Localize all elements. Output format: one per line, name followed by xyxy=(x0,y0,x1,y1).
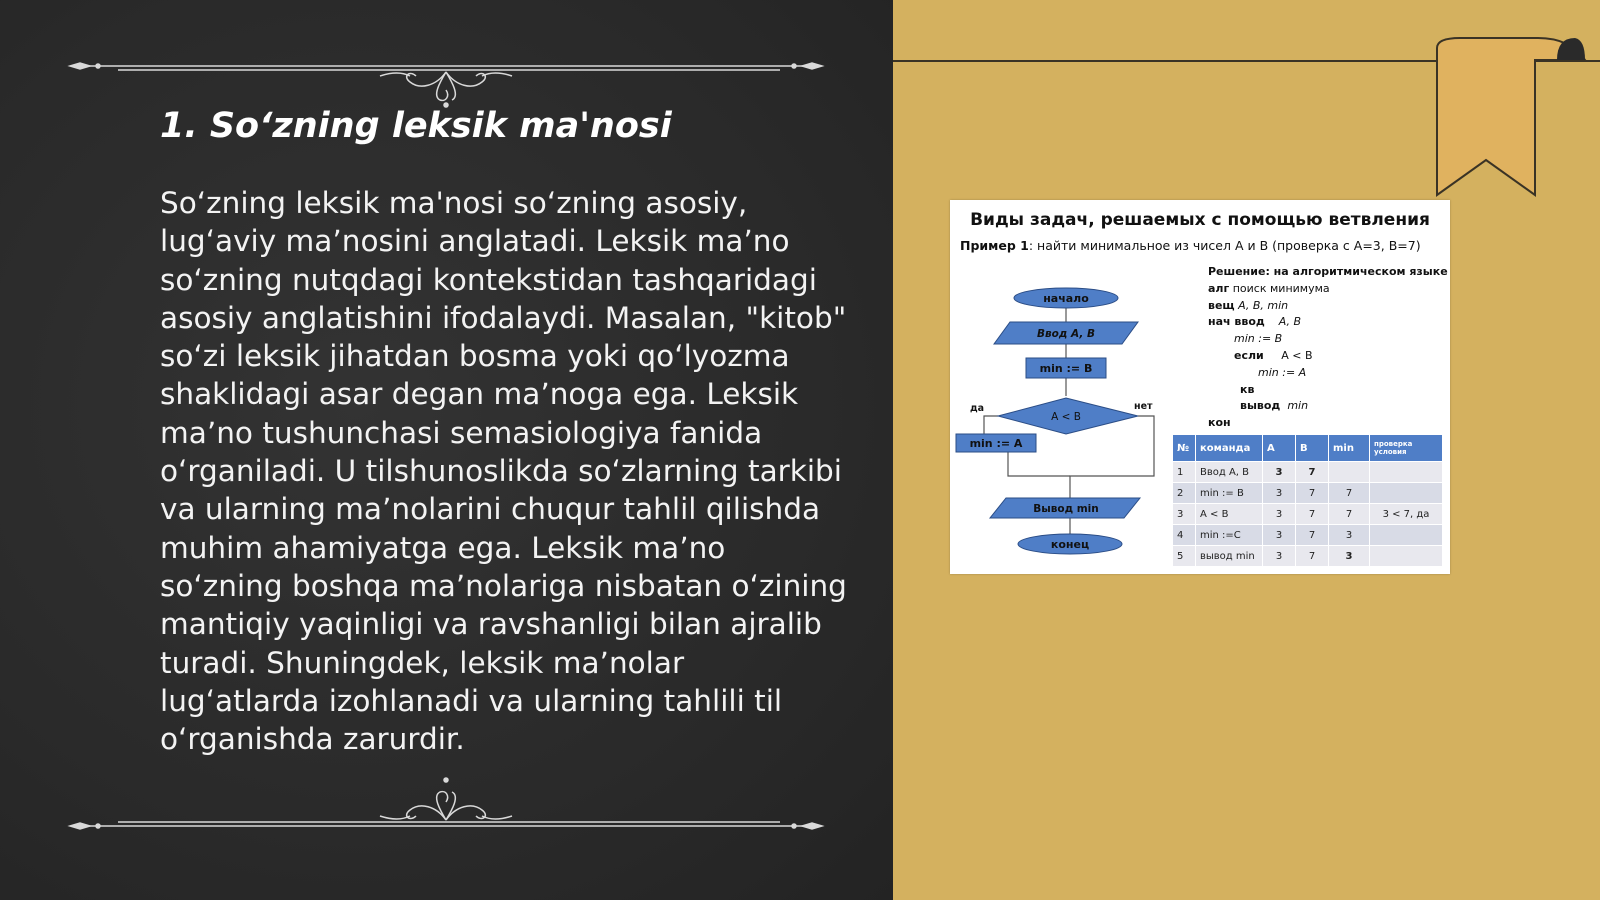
col-header-check: проверка условия xyxy=(1370,435,1443,462)
table-cell: вывод min xyxy=(1196,546,1263,567)
table-cell xyxy=(1370,462,1443,483)
table-cell: 3 xyxy=(1263,546,1296,567)
algo-line-1-text: поиск минимума xyxy=(1229,281,1330,295)
algo-line-2-text: A, B, min xyxy=(1234,298,1289,312)
algo-line-1-kw: алг xyxy=(1208,281,1230,295)
algo-line-4-text: min := B xyxy=(1234,332,1283,346)
algo-line-5-kw: если xyxy=(1234,348,1264,362)
table-cell: 3 xyxy=(1329,525,1370,546)
table-cell: 3 xyxy=(1173,504,1196,525)
table-cell: 7 xyxy=(1296,483,1329,504)
table-cell: 7 xyxy=(1329,483,1370,504)
algo-line-1 xyxy=(1208,281,1448,298)
algo-line-8-text: min xyxy=(1287,399,1309,413)
algo-heading-bold: Решение xyxy=(1208,265,1266,278)
algo-line-5 xyxy=(1208,348,1448,365)
table-row xyxy=(1173,483,1443,504)
flowchart-picture xyxy=(950,200,1450,574)
algo-line-4 xyxy=(1208,331,1448,348)
flow-no-label: нет xyxy=(1134,401,1153,412)
table-cell xyxy=(1370,546,1443,567)
algo-heading xyxy=(1208,264,1448,281)
table-cell: min := B xyxy=(1196,483,1263,504)
table-cell: 7 xyxy=(1296,462,1329,483)
slide-title: 1. So‘zning leksik ma'nosi xyxy=(160,106,672,146)
table-cell: A < B xyxy=(1196,504,1263,525)
table-cell: 7 xyxy=(1296,546,1329,567)
col-header-a: A xyxy=(1263,435,1296,462)
table-cell xyxy=(1329,462,1370,483)
table-cell: 3 xyxy=(1329,546,1370,567)
picture-subtitle-bold: Пример 1 xyxy=(960,238,1029,253)
table-cell: 7 xyxy=(1296,525,1329,546)
algo-line-7-kw: кв xyxy=(1240,382,1255,396)
table-cell: 7 xyxy=(1296,504,1329,525)
slide-body-text: So‘zning leksik ma'nosi so‘zning asosiy, lug‘aviy ma’nosini anglatadi. Leksik ma’no so‘zning nutqdagi kontekstidan tashqaridagi asosiy anglatishini ifodalaydi. Masalan, "kitob" so‘zi leksik jihatdan bosma yoki qo‘lyozma shaklidagi asar degan ma’noga ega. Leksik ma’no tushunchasi semasiologiya fanida o‘rganiladi. U tilshunoslikda so‘zlarning tarkibi va ularning ma’nolarini chuqur tahlil qilishda muhim ahamiyatga ega. Leksik ma’no so‘zning boshqa ma’nolariga nisbatan o‘zining mantiqiy yaqinligi va ravshanligi bilan ajralib turadi. Shuningdek, leksik ma’nolar lug‘atlarda izohlanadi va ularning tahlili til o‘rganishda zarurdir. xyxy=(160,186,847,757)
table-cell: Ввод A, B xyxy=(1196,462,1263,483)
algo-line-5-text: A < B xyxy=(1281,348,1313,362)
table-cell: 3 xyxy=(1263,483,1296,504)
table-cell: min :=C xyxy=(1196,525,1263,546)
algo-line-2-kw: вещ xyxy=(1208,298,1235,312)
picture-title: Виды задач, решаемых с помощью ветвления xyxy=(970,210,1430,230)
flow-output-label: Вывод min xyxy=(1033,503,1099,515)
table-cell: 3 xyxy=(1263,462,1296,483)
algo-heading-rest: : на алгоритмическом языке xyxy=(1265,265,1448,278)
table-cell: 3 xyxy=(1263,504,1296,525)
table-cell: 4 xyxy=(1173,525,1196,546)
flow-assign-b-label: min := B xyxy=(1039,362,1093,375)
algo-line-7 xyxy=(1208,382,1448,399)
table-cell: 3 < 7, да xyxy=(1370,504,1443,525)
algo-line-3-text: A, B xyxy=(1278,315,1302,329)
table-row xyxy=(1173,504,1443,525)
algo-line-9-kw: кон xyxy=(1208,416,1231,430)
col-header-command: команда xyxy=(1196,435,1263,462)
algo-line-8 xyxy=(1208,398,1448,415)
algo-line-3-kw: нач ввод xyxy=(1208,315,1265,329)
flow-condition-label: A < B xyxy=(1051,411,1081,423)
table-cell: 2 xyxy=(1173,483,1196,504)
algorithm-listing xyxy=(1208,264,1448,432)
col-header-num: № xyxy=(1173,435,1196,462)
picture-subtitle-rest: : найти минимальное из чисел A и B (проверка с A=3, B=7) xyxy=(1028,238,1421,253)
table-cell xyxy=(1370,525,1443,546)
flow-end-label: конец xyxy=(1050,538,1090,551)
flow-assign-a-label: min := A xyxy=(969,437,1023,450)
algo-line-2 xyxy=(1208,298,1448,315)
algo-line-6-text: min := A xyxy=(1258,365,1307,379)
table-cell: 7 xyxy=(1329,504,1370,525)
table-row xyxy=(1173,546,1443,567)
table-cell: 5 xyxy=(1173,546,1196,567)
flow-start-label: начало xyxy=(1043,292,1089,305)
table-cell: 1 xyxy=(1173,462,1196,483)
trace-table xyxy=(1172,434,1443,567)
col-header-min: min xyxy=(1329,435,1370,462)
trace-table-header xyxy=(1173,435,1443,462)
table-cell xyxy=(1370,483,1443,504)
table-cell: 3 xyxy=(1263,525,1296,546)
algo-line-8-kw: вывод xyxy=(1240,399,1281,413)
flow-input-label: Ввод A, B xyxy=(1037,328,1095,340)
algo-line-3 xyxy=(1208,314,1448,331)
col-header-b: B xyxy=(1296,435,1329,462)
table-row xyxy=(1173,525,1443,546)
algo-line-6 xyxy=(1208,365,1448,382)
algo-line-9 xyxy=(1208,415,1448,432)
flow-yes-label: да xyxy=(970,403,985,414)
table-row xyxy=(1173,462,1443,483)
